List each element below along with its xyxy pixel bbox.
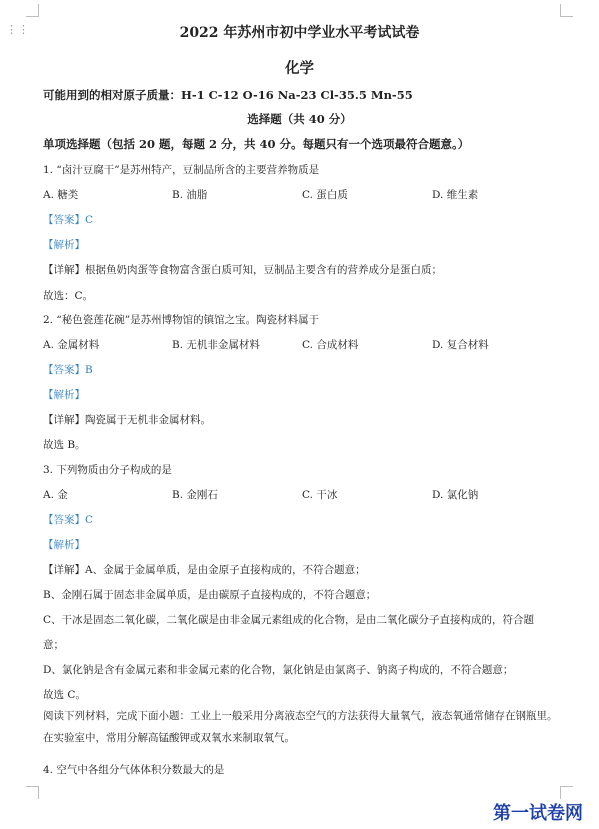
detail-text: C、干冰是固态二氧化碳，二氧化碳是由非金属元素组成的化合物，是由二氧化碳分子直接构成的，符合题 [43,614,535,626]
page-corner-mark [26,786,39,799]
detail-text: B、金刚石属于固态非金属单质，是由碳原子直接构成的，不符合题意； [43,589,377,601]
detail-text: D、氯化钠是含有金属元素和非金属元素的化合物，氯化钠是由氯离子、钠离子构成的，不符合题意； [43,664,514,676]
drag-handle-icon[interactable]: ⋮⋮ [6,23,30,36]
question-stem: 3. 下列物质由分子构成的是 [43,464,172,476]
page-corner-mark [560,786,573,799]
option: A. 金属材料 [43,339,100,351]
question-stem: 4. 空气中各组分气体体积分数最大的是 [43,764,225,776]
question-stem: 1. “卤汁豆腐干”是苏州特产，豆制品所含的主要营养物质是 [43,164,320,176]
page-corner-mark [560,4,573,17]
reading-material: 阅读下列材料，完成下面小题：工业上一般采用分离液态空气的方法获得大量氧气，液态氧通常储存在钢瓶里。在实验室中，常用分解高锰酸钾或双氧水来制取氧气。 [43,710,558,744]
option: C. 干冰 [302,489,338,501]
option: A. 糖类 [43,189,79,201]
page-title: 2022 年苏州市初中学业水平考试试卷 [179,25,420,41]
option: D. 维生素 [432,189,479,201]
conclusion-text: 故选 C。 [43,689,86,701]
question-stem: 2. “秘色瓷莲花碗”是苏州博物馆的镇馆之宝。陶瓷材料属于 [43,314,320,326]
option: D. 氯化钠 [432,489,479,501]
option: A. 金 [43,489,68,501]
option: B. 油脂 [172,189,208,201]
analysis-label: 【解析】 [43,239,85,251]
detail-text: 意； [43,639,64,651]
answer-label: 【答案】C [43,514,94,526]
detail-text: 【详解】A、金属于金属单质，是由金原子直接构成的，不符合题意； [43,564,366,576]
section-title: 选择题（共 40 分） [247,112,352,126]
detail-text: 【详解】陶瓷属于无机非金属材料。 [43,414,211,426]
option: C. 合成材料 [302,339,359,351]
option: B. 无机非金属材料 [172,339,260,351]
answer-label: 【答案】C [43,214,94,226]
analysis-label: 【解析】 [43,539,85,551]
conclusion-text: 故选：C。 [43,290,94,302]
option: D. 复合材料 [432,339,489,351]
watermark-logo: 第一试卷网 [493,803,583,824]
conclusion-text: 故选 B。 [43,439,86,451]
page-corner-mark [26,4,39,17]
option: B. 金刚石 [172,489,218,501]
section-intro: 单项选择题（包括 20 题，每题 2 分，共 40 分。每题只有一个选项最符合题意。） [43,137,470,151]
answer-label: 【答案】B [43,364,93,376]
subject-title: 化学 [285,60,314,77]
option: C. 蛋白质 [302,189,348,201]
atomic-masses: 可能用到的相对原子质量：H-1 C-12 O-16 Na-23 Cl-35.5 Mn-55 [43,88,413,102]
analysis-label: 【解析】 [43,389,85,401]
detail-text: 【详解】根据鱼奶肉蛋等食物富含蛋白质可知，豆制品主要含有的营养成分是蛋白质； [43,264,442,276]
